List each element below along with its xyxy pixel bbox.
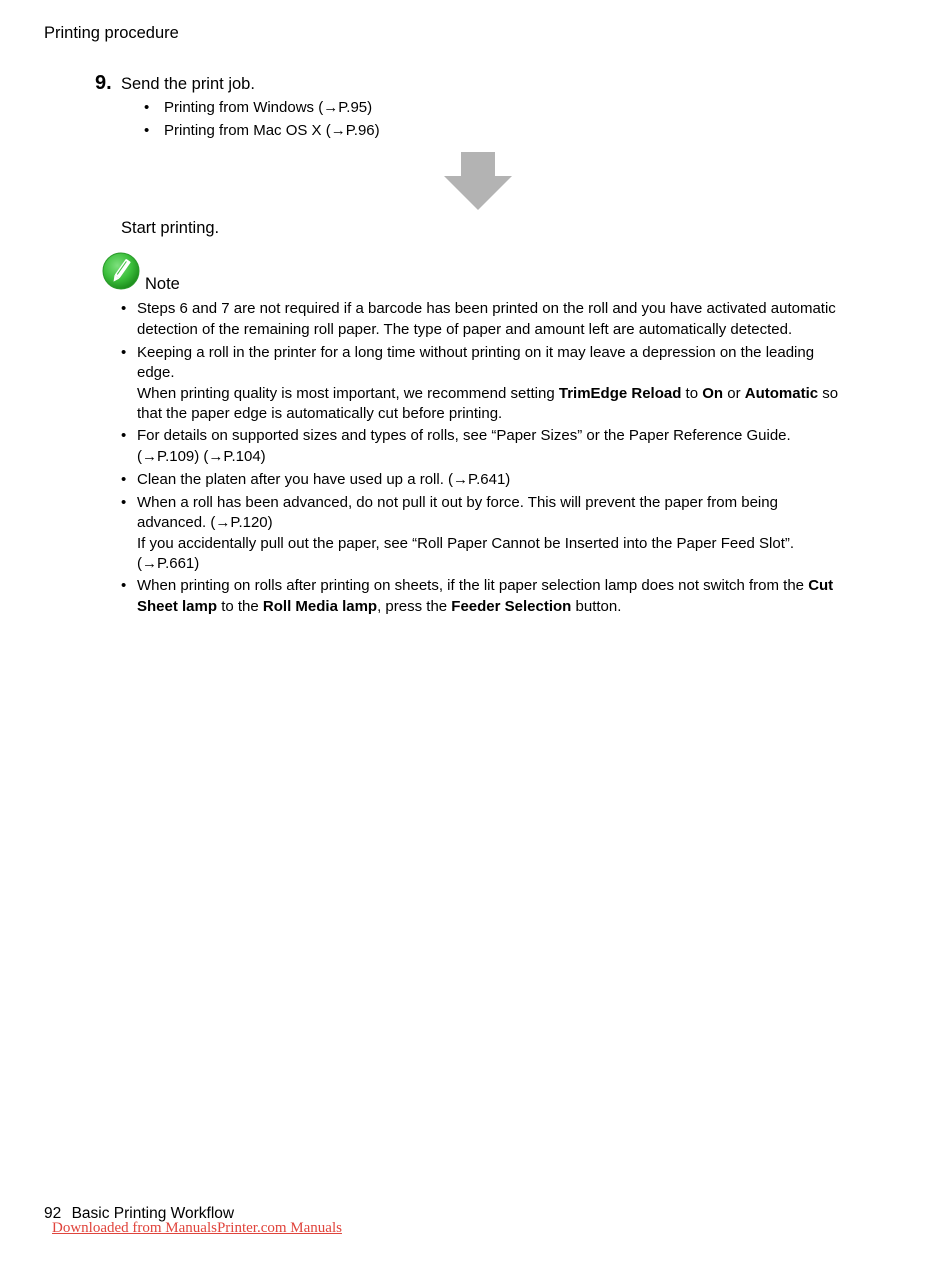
down-arrow-icon [444, 152, 512, 210]
note-item: • When printing on rolls after printing on sheets, if the lit paper selection lamp does not switch from the Cut Sheet lamp to the Roll Media lamp, press the Feeder Selection button. [121, 576, 841, 618]
footer-section: Basic Printing Workflow [71, 1205, 235, 1222]
note-item: • Clean the platen after you have used up a roll. (→P.641) [121, 470, 841, 491]
download-link[interactable]: Downloaded from ManualsPrinter.com Manuals [52, 1220, 342, 1236]
link-printing-macosx[interactable]: • Printing from Mac OS X (→P.96) [144, 122, 380, 145]
note-label: Note [145, 275, 180, 293]
step-bullet-list [144, 99, 380, 145]
page-header-title: Printing procedure [44, 24, 179, 42]
note-subtext: When printing quality is most important, we recommend setting TrimEdge Reload to On or Automatic so that the paper edge is automatically cut before printing. [137, 385, 839, 423]
note-item: • Keeping a roll in the printer for a long time without printing on it may leave a depression on the leading edge. When printing quality is most important, we recommend setting TrimEdge Reload to On or Automatic so that the paper edge is automatically cut before printing. [121, 343, 841, 425]
note-subtext: If you accidentally pull out the paper, see “Roll Paper Cannot be Inserted into the Paper Feed Slot”. (→P.661) [137, 535, 795, 573]
note-item: • Steps 6 and 7 are not required if a barcode has been printed on the roll and you have activated automatic detection of the remaining roll paper. The type of paper and amount left are automatically detected. [121, 299, 841, 341]
start-printing-text: Start printing. [121, 219, 220, 237]
note-item: • For details on supported sizes and types of rolls, see “Paper Sizes” or the Paper Reference Guide. (→P.109) (→P.104) [121, 426, 841, 468]
note-list [121, 299, 841, 620]
note-item: • When a roll has been advanced, do not pull it out by force. This will prevent the paper from being advanced. (→P.120) If you accidentally pull out the paper, see “Roll Paper Cannot be Inserted into the Paper Feed Slot”. (→P.661) [121, 493, 841, 575]
pencil-icon [102, 252, 140, 290]
page-number: 92 [44, 1205, 62, 1222]
step-number: 9. [95, 72, 112, 94]
step-title: Send the print job. [121, 75, 255, 93]
link-printing-windows[interactable]: • Printing from Windows (→P.95) [144, 99, 380, 122]
